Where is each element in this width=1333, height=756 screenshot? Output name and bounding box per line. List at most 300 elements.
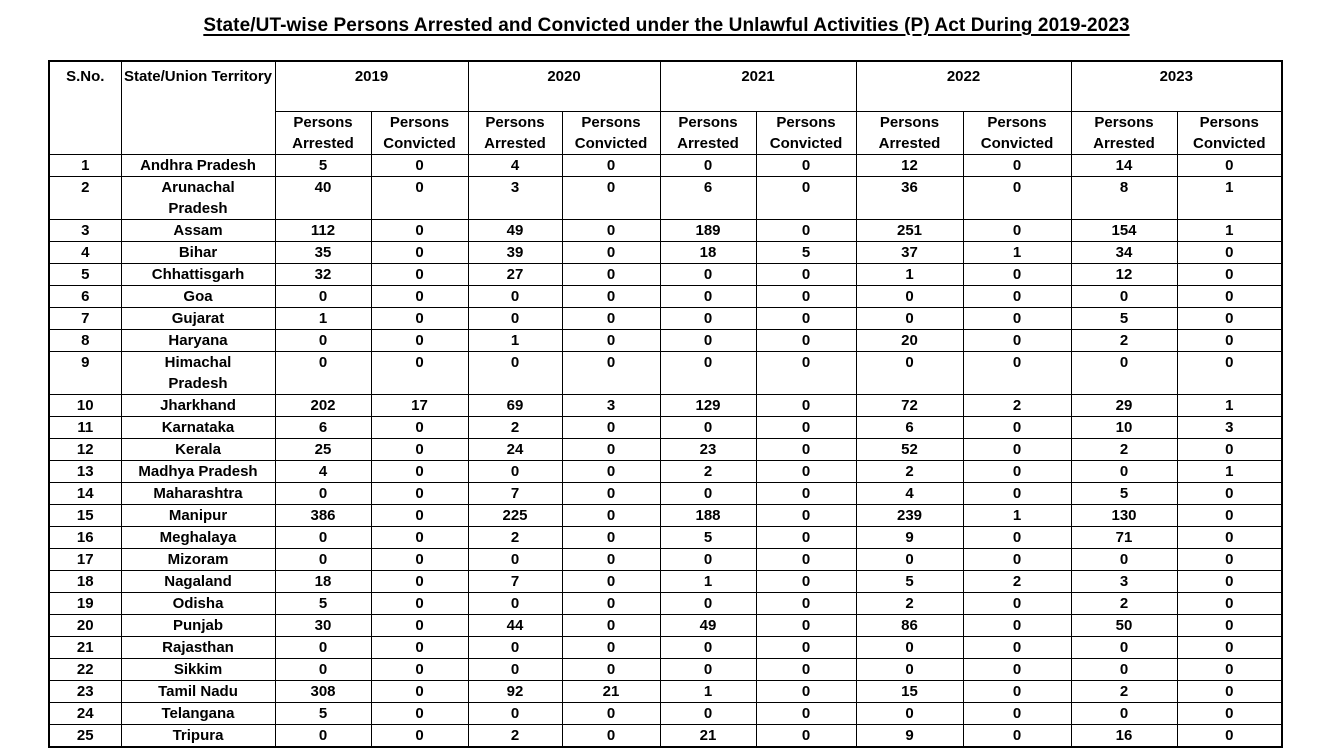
table-row [49,615,1282,637]
table-row [49,308,1282,330]
cell-value: 0 [275,659,371,681]
cell-value: 1 [963,505,1071,527]
cell-value: 0 [756,593,856,615]
cell-value: 0 [1177,615,1282,637]
cell-value: 0 [756,155,856,177]
cell-value: 27 [468,264,562,286]
cell-value: 0 [963,155,1071,177]
cell-value: 0 [1177,725,1282,748]
cell-sno: 11 [49,417,121,439]
header-arrested-2020: Persons Arrested [468,112,562,155]
cell-value: 0 [756,330,856,352]
cell-value: 16 [1071,725,1177,748]
cell-value: 23 [660,439,756,461]
cell-value: 0 [562,439,660,461]
cell-sno: 12 [49,439,121,461]
cell-value: 0 [660,483,756,505]
cell-state: Manipur [121,505,275,527]
cell-value: 72 [856,395,963,417]
cell-value: 0 [963,220,1071,242]
cell-state: Maharashtra [121,483,275,505]
cell-value: 0 [562,286,660,308]
cell-value: 7 [468,571,562,593]
cell-value: 0 [371,593,468,615]
cell-value: 69 [468,395,562,417]
cell-value: 0 [371,242,468,264]
cell-state: Tripura [121,725,275,748]
table-row [49,549,1282,571]
table-row [49,286,1282,308]
cell-value: 0 [275,483,371,505]
header-state: State/Union Territory [121,61,275,155]
cell-value: 154 [1071,220,1177,242]
cell-value: 0 [963,615,1071,637]
cell-sno: 8 [49,330,121,352]
table-row [49,264,1282,286]
cell-value: 0 [1177,571,1282,593]
table-row [49,177,1282,220]
table-row [49,395,1282,417]
cell-value: 1 [1177,461,1282,483]
cell-value: 0 [371,549,468,571]
cell-sno: 5 [49,264,121,286]
cell-value: 1 [1177,177,1282,220]
cell-value: 0 [468,549,562,571]
cell-value: 0 [1071,659,1177,681]
cell-value: 4 [275,461,371,483]
cell-value: 0 [756,177,856,220]
cell-value: 188 [660,505,756,527]
cell-state: Telangana [121,703,275,725]
cell-value: 1 [468,330,562,352]
cell-value: 0 [468,659,562,681]
header-arrested-2019: Persons Arrested [275,112,371,155]
cell-value: 0 [1177,330,1282,352]
cell-value: 0 [756,681,856,703]
cell-value: 0 [562,571,660,593]
cell-value: 0 [856,703,963,725]
cell-value: 0 [562,549,660,571]
cell-value: 17 [371,395,468,417]
cell-value: 50 [1071,615,1177,637]
cell-value: 0 [856,308,963,330]
cell-value: 0 [1177,527,1282,549]
cell-value: 0 [1177,593,1282,615]
cell-value: 21 [660,725,756,748]
cell-value: 0 [371,417,468,439]
cell-value: 0 [756,417,856,439]
cell-value: 0 [468,593,562,615]
table-row [49,352,1282,395]
cell-value: 0 [756,659,856,681]
cell-state: Chhattisgarh [121,264,275,286]
cell-value: 0 [963,681,1071,703]
cell-value: 2 [963,395,1071,417]
cell-value: 0 [660,308,756,330]
cell-value: 0 [963,439,1071,461]
cell-value: 0 [562,659,660,681]
cell-value: 20 [856,330,963,352]
cell-value: 0 [756,439,856,461]
cell-value: 0 [756,308,856,330]
cell-value: 0 [371,571,468,593]
cell-state: Kerala [121,439,275,461]
cell-value: 3 [1177,417,1282,439]
cell-value: 0 [1177,637,1282,659]
cell-value: 0 [963,483,1071,505]
cell-state: Bihar [121,242,275,264]
cell-value: 0 [1177,505,1282,527]
cell-value: 0 [1071,703,1177,725]
header-convicted-2022: Persons Convicted [963,112,1071,155]
cell-value: 0 [371,352,468,395]
cell-value: 130 [1071,505,1177,527]
cell-value: 0 [562,352,660,395]
cell-value: 0 [562,483,660,505]
cell-value: 2 [1071,593,1177,615]
cell-state: Himachal Pradesh [121,352,275,395]
cell-sno: 25 [49,725,121,748]
table-row [49,483,1282,505]
table-row [49,439,1282,461]
cell-value: 2 [1071,330,1177,352]
cell-value: 0 [371,703,468,725]
cell-value: 12 [1071,264,1177,286]
cell-value: 12 [856,155,963,177]
cell-value: 0 [1177,155,1282,177]
cell-value: 4 [468,155,562,177]
cell-state: Meghalaya [121,527,275,549]
cell-value: 0 [562,155,660,177]
cell-state: Nagaland [121,571,275,593]
header-convicted-2019: Persons Convicted [371,112,468,155]
cell-sno: 6 [49,286,121,308]
cell-sno: 17 [49,549,121,571]
cell-value: 0 [468,461,562,483]
cell-value: 0 [371,439,468,461]
cell-value: 0 [756,571,856,593]
cell-value: 0 [562,505,660,527]
cell-value: 32 [275,264,371,286]
cell-state: Odisha [121,593,275,615]
cell-value: 0 [856,549,963,571]
cell-state: Karnataka [121,417,275,439]
cell-value: 225 [468,505,562,527]
cell-value: 0 [1177,286,1282,308]
cell-value: 0 [562,417,660,439]
cell-value: 5 [275,155,371,177]
cell-value: 18 [275,571,371,593]
cell-value: 5 [856,571,963,593]
table-body [49,155,1282,748]
cell-value: 92 [468,681,562,703]
cell-state: Sikkim [121,659,275,681]
cell-value: 2 [468,417,562,439]
cell-value: 0 [275,549,371,571]
cell-value: 49 [468,220,562,242]
cell-value: 0 [1177,659,1282,681]
cell-sno: 20 [49,615,121,637]
cell-value: 0 [963,527,1071,549]
cell-value: 0 [856,352,963,395]
table-row [49,242,1282,264]
cell-value: 14 [1071,155,1177,177]
cell-value: 0 [660,286,756,308]
cell-value: 0 [371,286,468,308]
data-table [48,60,1283,748]
table-row [49,593,1282,615]
cell-value: 251 [856,220,963,242]
cell-value: 0 [856,659,963,681]
cell-value: 0 [1177,439,1282,461]
cell-value: 0 [963,352,1071,395]
cell-sno: 7 [49,308,121,330]
cell-value: 7 [468,483,562,505]
table-row [49,571,1282,593]
cell-value: 8 [1071,177,1177,220]
table-header [49,61,1282,155]
cell-value: 0 [756,352,856,395]
cell-value: 0 [963,264,1071,286]
cell-value: 0 [756,483,856,505]
table-row [49,461,1282,483]
cell-value: 0 [756,637,856,659]
cell-state: Haryana [121,330,275,352]
cell-value: 0 [562,220,660,242]
cell-value: 1 [660,571,756,593]
cell-value: 0 [371,725,468,748]
cell-value: 0 [562,308,660,330]
cell-value: 0 [275,330,371,352]
cell-value: 0 [371,527,468,549]
cell-value: 0 [468,637,562,659]
cell-value: 0 [1177,681,1282,703]
cell-value: 0 [371,637,468,659]
header-year-2020: 2020 [468,61,660,112]
cell-value: 3 [468,177,562,220]
header-year-2022: 2022 [856,61,1071,112]
cell-value: 0 [1071,286,1177,308]
cell-value: 0 [660,352,756,395]
cell-sno: 24 [49,703,121,725]
cell-value: 40 [275,177,371,220]
cell-value: 0 [371,155,468,177]
cell-value: 0 [756,220,856,242]
cell-value: 39 [468,242,562,264]
cell-value: 0 [1071,461,1177,483]
cell-value: 25 [275,439,371,461]
table-row [49,703,1282,725]
cell-value: 239 [856,505,963,527]
cell-value: 0 [1071,549,1177,571]
cell-sno: 22 [49,659,121,681]
year-header-row [49,61,1282,112]
cell-sno: 18 [49,571,121,593]
cell-value: 44 [468,615,562,637]
table-row [49,681,1282,703]
cell-value: 2 [856,461,963,483]
cell-value: 112 [275,220,371,242]
cell-value: 1 [963,242,1071,264]
cell-sno: 2 [49,177,121,220]
cell-value: 0 [275,725,371,748]
cell-state: Mizoram [121,549,275,571]
cell-state: Madhya Pradesh [121,461,275,483]
cell-value: 0 [468,286,562,308]
cell-value: 0 [963,593,1071,615]
cell-value: 30 [275,615,371,637]
header-year-2021: 2021 [660,61,856,112]
cell-sno: 21 [49,637,121,659]
cell-sno: 3 [49,220,121,242]
cell-value: 0 [963,637,1071,659]
cell-sno: 15 [49,505,121,527]
cell-value: 5 [660,527,756,549]
cell-value: 6 [856,417,963,439]
cell-value: 0 [371,461,468,483]
cell-state: Rajasthan [121,637,275,659]
cell-value: 0 [1071,637,1177,659]
header-convicted-2021: Persons Convicted [756,112,856,155]
header-arrested-2022: Persons Arrested [856,112,963,155]
cell-value: 386 [275,505,371,527]
cell-value: 0 [963,417,1071,439]
cell-value: 0 [562,527,660,549]
cell-value: 0 [660,549,756,571]
cell-value: 5 [275,703,371,725]
cell-value: 0 [371,177,468,220]
cell-value: 0 [963,461,1071,483]
cell-value: 0 [756,615,856,637]
cell-value: 86 [856,615,963,637]
cell-value: 6 [275,417,371,439]
cell-value: 1 [856,264,963,286]
cell-sno: 13 [49,461,121,483]
cell-value: 5 [275,593,371,615]
cell-value: 0 [856,286,963,308]
cell-sno: 10 [49,395,121,417]
table-row [49,725,1282,748]
cell-value: 0 [562,242,660,264]
cell-state: Jharkhand [121,395,275,417]
table-row [49,220,1282,242]
cell-value: 2 [856,593,963,615]
cell-value: 0 [963,330,1071,352]
cell-value: 0 [562,264,660,286]
cell-value: 0 [562,703,660,725]
cell-value: 15 [856,681,963,703]
cell-value: 0 [371,483,468,505]
cell-sno: 19 [49,593,121,615]
cell-sno: 14 [49,483,121,505]
cell-value: 0 [756,527,856,549]
cell-value: 5 [756,242,856,264]
table-row [49,527,1282,549]
cell-value: 0 [856,637,963,659]
cell-value: 0 [1177,549,1282,571]
cell-value: 21 [562,681,660,703]
cell-value: 2 [1071,439,1177,461]
cell-value: 0 [1177,242,1282,264]
cell-value: 0 [1177,483,1282,505]
cell-sno: 9 [49,352,121,395]
cell-value: 3 [1071,571,1177,593]
cell-state: Tamil Nadu [121,681,275,703]
cell-value: 0 [562,637,660,659]
cell-value: 0 [562,177,660,220]
cell-value: 0 [963,308,1071,330]
cell-value: 4 [856,483,963,505]
cell-state: Gujarat [121,308,275,330]
cell-value: 0 [963,549,1071,571]
cell-value: 2 [468,725,562,748]
cell-value: 5 [1071,483,1177,505]
cell-value: 0 [756,395,856,417]
cell-value: 0 [756,505,856,527]
cell-value: 0 [1177,352,1282,395]
cell-value: 0 [371,681,468,703]
cell-value: 52 [856,439,963,461]
cell-value: 0 [660,264,756,286]
cell-value: 24 [468,439,562,461]
cell-value: 5 [1071,308,1177,330]
cell-value: 0 [756,725,856,748]
cell-value: 6 [660,177,756,220]
cell-sno: 1 [49,155,121,177]
cell-value: 0 [963,177,1071,220]
cell-value: 0 [275,352,371,395]
cell-sno: 23 [49,681,121,703]
cell-state: Andhra Pradesh [121,155,275,177]
cell-value: 0 [660,417,756,439]
cell-state: Punjab [121,615,275,637]
page-title: State/UT-wise Persons Arrested and Convicted under the Unlawful Activities (P) Act During 2019-2023 [203,15,1130,36]
header-arrested-2023: Persons Arrested [1071,112,1177,155]
cell-value: 71 [1071,527,1177,549]
table-row [49,330,1282,352]
cell-value: 0 [562,615,660,637]
cell-value: 0 [468,308,562,330]
table-row [49,637,1282,659]
cell-value: 0 [963,725,1071,748]
cell-value: 0 [275,527,371,549]
header-sno: S.No. [49,61,121,155]
cell-value: 0 [562,725,660,748]
cell-value: 0 [562,461,660,483]
cell-value: 2 [660,461,756,483]
cell-value: 129 [660,395,756,417]
table-row [49,659,1282,681]
cell-value: 2 [468,527,562,549]
cell-value: 0 [468,703,562,725]
cell-value: 10 [1071,417,1177,439]
cell-value: 9 [856,725,963,748]
cell-value: 0 [660,703,756,725]
table-row [49,417,1282,439]
cell-state: Goa [121,286,275,308]
cell-value: 0 [371,505,468,527]
cell-value: 0 [963,286,1071,308]
cell-state: Arunachal Pradesh [121,177,275,220]
cell-value: 0 [756,703,856,725]
cell-value: 0 [562,593,660,615]
header-year-2023: 2023 [1071,61,1282,112]
cell-value: 0 [660,637,756,659]
cell-value: 34 [1071,242,1177,264]
cell-value: 0 [371,308,468,330]
cell-value: 1 [1177,395,1282,417]
cell-value: 202 [275,395,371,417]
